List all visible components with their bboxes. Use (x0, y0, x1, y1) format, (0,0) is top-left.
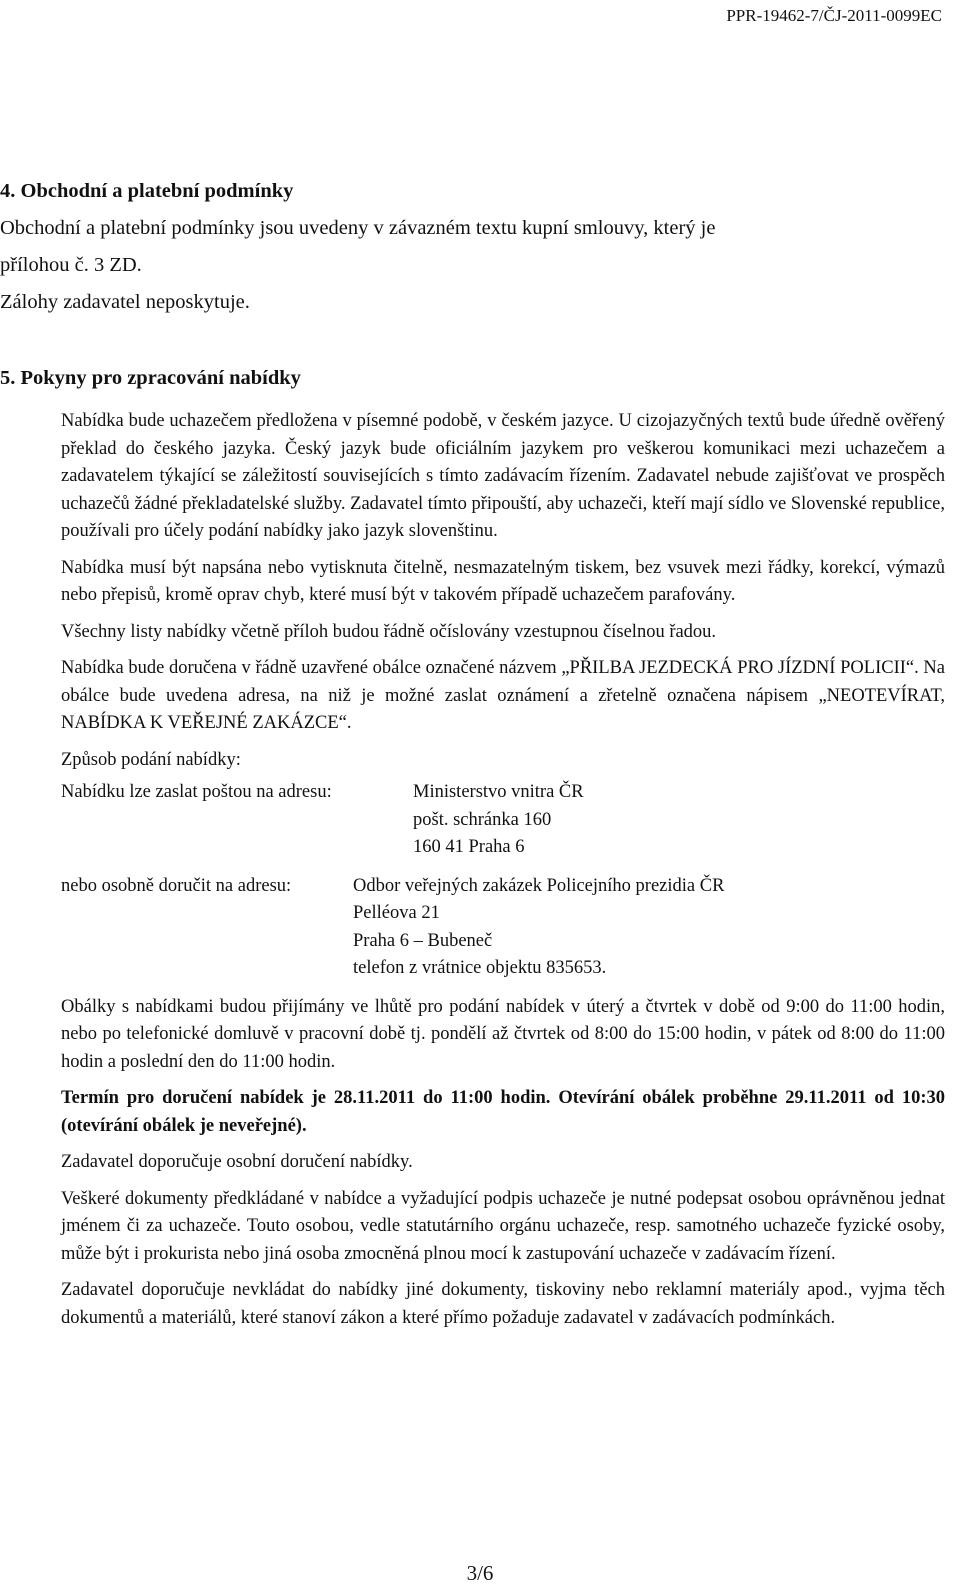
envelope-paragraph: Nabídka bude doručena v řádně uzavřené obálce označené názvem „PŘILBA JEZDECKÁ PRO JÍZDNÍ POLICII“. Na obálce bude uvedena adresa, na niž je možné zaslat oznámení a zřetelně označena nápisem „NEOTEVÍRAT, NABÍDKA K VEŘEJNÉ ZAKÁZCE“. (61, 658, 945, 733)
postal-address-block (61, 779, 945, 862)
section-4-line: přílohou č. 3 ZD. (0, 254, 142, 276)
postal-address-label: Nabídku lze zaslat poštou na adresu: (61, 782, 332, 802)
postal-address-lines (413, 779, 945, 862)
personal-address-block (61, 873, 945, 983)
personal-address-label: nebo osobně doručit na adresu: (61, 875, 292, 896)
language-paragraph: Nabídka bude uchazečem předložena v písemné podobě, v českém jazyce. U cizojazyčných textů bude úředně ověřený překlad do českého jazyka. Český jazyk bude oficiálním jazykem pro veškerou komunikaci mezi uchazečem a zadavatelem týkající se záležitostí souvisejících s tímto zadávacím řízením. Zadavatel nebude zajišťovat ve prospěch uchazečů žádné překladatelské služby. Zadavatel tímto připouští, aby uchazeči, kteří mají sídlo ve Slovenské republice, používali pro účely podání nabídky jako jazyk slovenštinu. (61, 411, 945, 541)
legibility-paragraph: Nabídka musí být napsána nebo vytisknuta čitelně, nesmazatelným tiskem, bez vsuvek mezi řádky, korekcí, výmazů nebo přepisů, kromě oprav chyb, které musí být v takovém případě uchazečem parafovány. (61, 557, 945, 605)
section-4-line: Zálohy zadavatel neposkytuje. (0, 291, 250, 313)
address-line: Ministerstvo vnitra ČR (413, 782, 584, 802)
address-line: pošt. schránka 160 (413, 809, 552, 830)
documents-paragraph: Zadavatel doporučuje nevkládat do nabídky jiné dokumenty, tiskoviny nebo reklamní materiály apod., vyjma těch dokumentů a materiálů, které stanoví zákon a které přímo požaduje zadavatel v zadávacích podmínkách. (61, 1280, 945, 1328)
section-4-line: Obchodní a platební podmínky jsou uvedeny v závazném textu kupní smlouvy, který je (0, 217, 716, 239)
section-5-heading: 5. Pokyny pro zpracování nabídky (0, 367, 301, 389)
acceptance-hours-paragraph: Obálky s nabídkami budou přijímány ve lhůtě pro podání nabídek v úterý a čtvrtek v době od 9:00 do 11:00 hodin, nebo po telefonické domluvě v pracovní době tj. pondělí až čtvrtek od 8:00 do 15:00 hodin, v pátek od 8:00 do 11:00 hodin a poslední den do 11:00 hodin. (61, 996, 945, 1072)
signature-paragraph: Veškeré dokumenty předkládané v nabídce a vyžadující podpis uchazeče je nutné podepsat osobou oprávněnou jednat jménem či za uchazeče. Touto osobou, vedle statutárního orgánu uchazeče, resp. samotného uchazeče fyzické osoby, může být i prokurista nebo jiná osoba zmocněná plnou mocí k zastupování uchazeče v zadávacím řízení. (61, 1188, 945, 1264)
address-line: telefon z vrátnice objektu 835653. (353, 958, 607, 978)
section-5-body (0, 408, 945, 1332)
address-line: Pelléova 21 (353, 903, 440, 923)
section-4-heading: 4. Obchodní a platební podmínky (0, 180, 294, 202)
section-4 (0, 172, 900, 321)
personal-address-lines (353, 873, 945, 983)
section-5 (0, 359, 945, 1341)
recommendation-paragraph: Zadavatel doporučuje osobní doručení nabídky. (61, 1152, 413, 1172)
address-line: Praha 6 – Bubeneč (353, 930, 493, 951)
submission-method-title: Způsob podání nabídky: (61, 749, 241, 770)
address-line: 160 41 Praha 6 (413, 837, 525, 857)
document-reference: PPR-19462-7/ČJ-2011-0099EC (726, 6, 942, 25)
numbering-paragraph: Všechny listy nabídky včetně příloh budou řádně očíslovány vzestupnou číselnou řadou. (61, 621, 717, 642)
page-number: 3/6 (466, 1561, 494, 1585)
deadline-paragraph: Termín pro doručení nabídek je 28.11.2011 do 11:00 hodin. Otevírání obálek proběhne 29.11.2011 od 10:30 (otevírání obálek je neveřejné). (61, 1088, 945, 1136)
address-line: Odbor veřejných zakázek Policejního prezidia ČR (353, 875, 725, 896)
